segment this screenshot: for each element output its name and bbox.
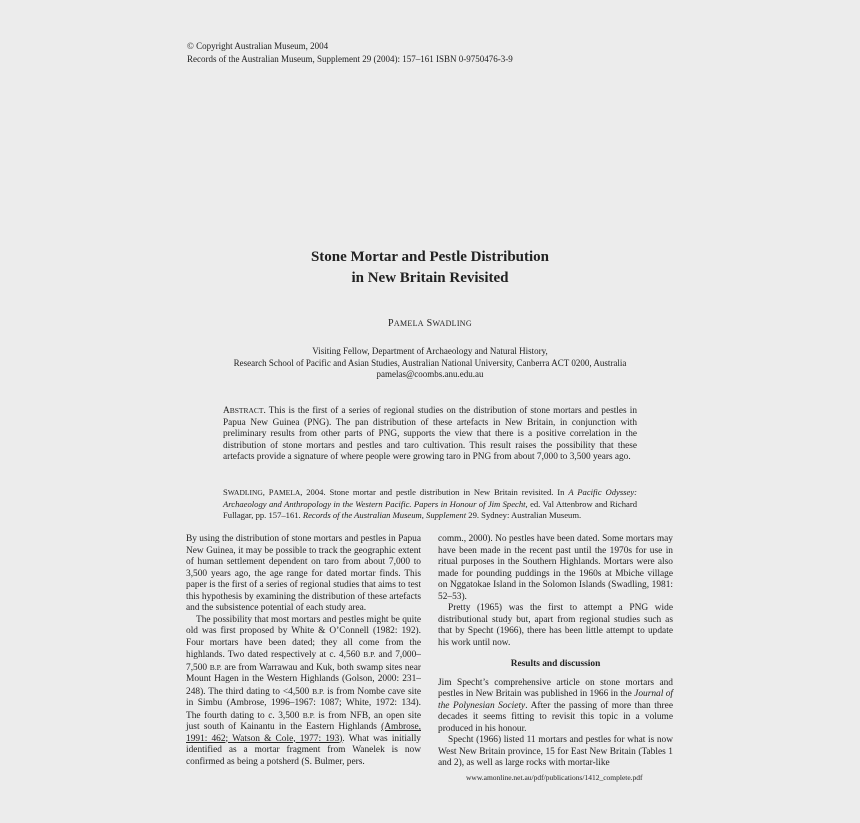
- paragraph: Jim Specht’s comprehensive article on stone mortars and pestles in New Britain was published in 1966 in the Journal of the Polynesian Society. After the passing of more than three decades it seems fitting to revisit this topic in a volume produced in his honour.: [438, 677, 673, 734]
- body-column-right: [438, 534, 673, 770]
- title-line-1: Stone Mortar and Pestle Distribution: [310, 249, 550, 265]
- article-title: [0, 247, 860, 289]
- author-name: PAMELA SWADLING: [388, 318, 472, 329]
- footer-url: www.amonline.net.au/pdf/publications/1412_complete.pdf: [466, 773, 643, 782]
- abstract-text: . This is the first of a series of regional studies on the distribution of stone mortars and pestles in Papua New Guinea (PNG). The pan distribution of these artefacts in New Britain, in conjunction with preliminary results from other parts of PNG, supports the view that there is a positive correlation in the distribution of stone mortars and pestles and taro cultivation. This result raises the possibility that these artefacts provide a signature of where people were growing taro in PNG from about 7,000 to 3,500 years ago.: [223, 406, 637, 462]
- series-title: Records of the Australian Museum, Supplement: [302, 510, 467, 520]
- copyright-line: © Copyright Australian Museum, 2004: [187, 41, 329, 51]
- abstract: ABSTRACT. This is the first of a series of regional studies on the distribution of stone mortars and pestles in Papua New Guinea (PNG). The pan distribution of these artefacts in New Britain, in conjunction with preliminary results from other parts of PNG, supports the view that there is a positive correlation in the distribution of stone mortars and pestles and taro cultivation. This result raises the possibility that these artefacts provide a signature of where people were growing taro in PNG from about 7,000 to 3,500 years ago.: [223, 406, 637, 462]
- paragraph: Specht (1966) listed 11 mortars and pestles for what is now West New Britain province, 15 for East New Britain (Tables 1 and 2), as well as large rocks with mortar-like: [438, 735, 673, 768]
- journal-header: [187, 40, 513, 66]
- underlined-reference: (Ambrose, 1991: 462; Watson & Cole, 1977: 193): [186, 722, 421, 744]
- affiliation-line-1: Visiting Fellow, Department of Archaeology and Natural History,: [312, 346, 548, 356]
- body-column-left: [186, 534, 421, 768]
- affiliation-line-2: Research School of Pacific and Asian Studies, Australian National University, Canberra ACT 0200, Australia: [233, 357, 627, 368]
- paragraph: The possibility that most mortars and pestles might be quite old was first proposed by White & O’Connell (1982: 192). Four mortars have been dated; they all come from the highlands. Two dated respectively at c. 4,560 B.P. and 7,000–7,500 B.P. are from Warrawau and Kuk, both swamp sites near Mount Hagen in the Western Highlands (Golson, 2000: 231–248). The third dating to <4,500 B.P. is from Nombe cave site in Simbu (Ambrose, 1996–1967: 1087; White, 1972: 134). The fourth dating to c. 3,500 B.P. is from NFB, an open site just south of Kainantu in the Eastern Highlands (Ambrose, 1991: 462; Watson & Cole, 1977: 193). What was initially identified as a mortar fragment from Wanelek is now confirmed as being a potsherd (S. Bulmer, pers.: [186, 614, 422, 767]
- paragraph: By using the distribution of stone mortars and pestles in Papua New Guinea, it may be possible to track the geographic extent of human settlement dependent on taro from about 7,000 to 3,500 years ago, the age range for dated mortar finds. This paper is the first of a series of regional studies that aims to test this hypothesis by examining the distribution of these artefacts and the subsistence potential of each study area.: [186, 534, 421, 613]
- paragraph: Pretty (1965) was the first to attempt a PNG wide distributional study but, apart from regional studies such as that by Specht (1966), there has been little attempt to update his work until now.: [438, 603, 673, 648]
- journal-name: Journal of the Polynesian Society: [438, 689, 673, 711]
- section-heading: Results and discussion: [510, 659, 601, 669]
- journal-citation-line: Records of the Australian Museum, Supplement 29 (2004): 157–161 ISBN 0-9750476-3-9: [187, 54, 513, 64]
- author-email: pamelas@coombs.anu.edu.au: [376, 369, 484, 379]
- author-affiliation: [0, 346, 860, 381]
- suggested-citation: SWADLING, PAMELA, 2004. Stone mortar and pestle distribution in New Britain revisited. In A Pacific Odyssey: Archaeology and Anthropology in the Western Pacific. Papers in Honour of Jim Specht, ed. Val Attenbrow and Richard Fullagar, pp. 157–161. Records of the Australian Museum, Supplement 29. Sydney: Australian Museum.: [223, 487, 638, 520]
- paragraph: comm., 2000). No pestles have been dated. Some mortars may have been made in the recent past until the 1970s for use in ritual purposes in the Southern Highlands. Mortars were also made for pounding puddings in the 1960s at Mbiche village on Nggatokae Island in the Solomon Islands (Swadling, 1981: 52–53).: [438, 534, 673, 602]
- title-line-2: in New Britain Revisited: [351, 270, 509, 286]
- book-title: A Pacific Odyssey: Archaeology and Anthropology in the Western Pacific. Papers in Honour of Jim Specht: [223, 487, 637, 509]
